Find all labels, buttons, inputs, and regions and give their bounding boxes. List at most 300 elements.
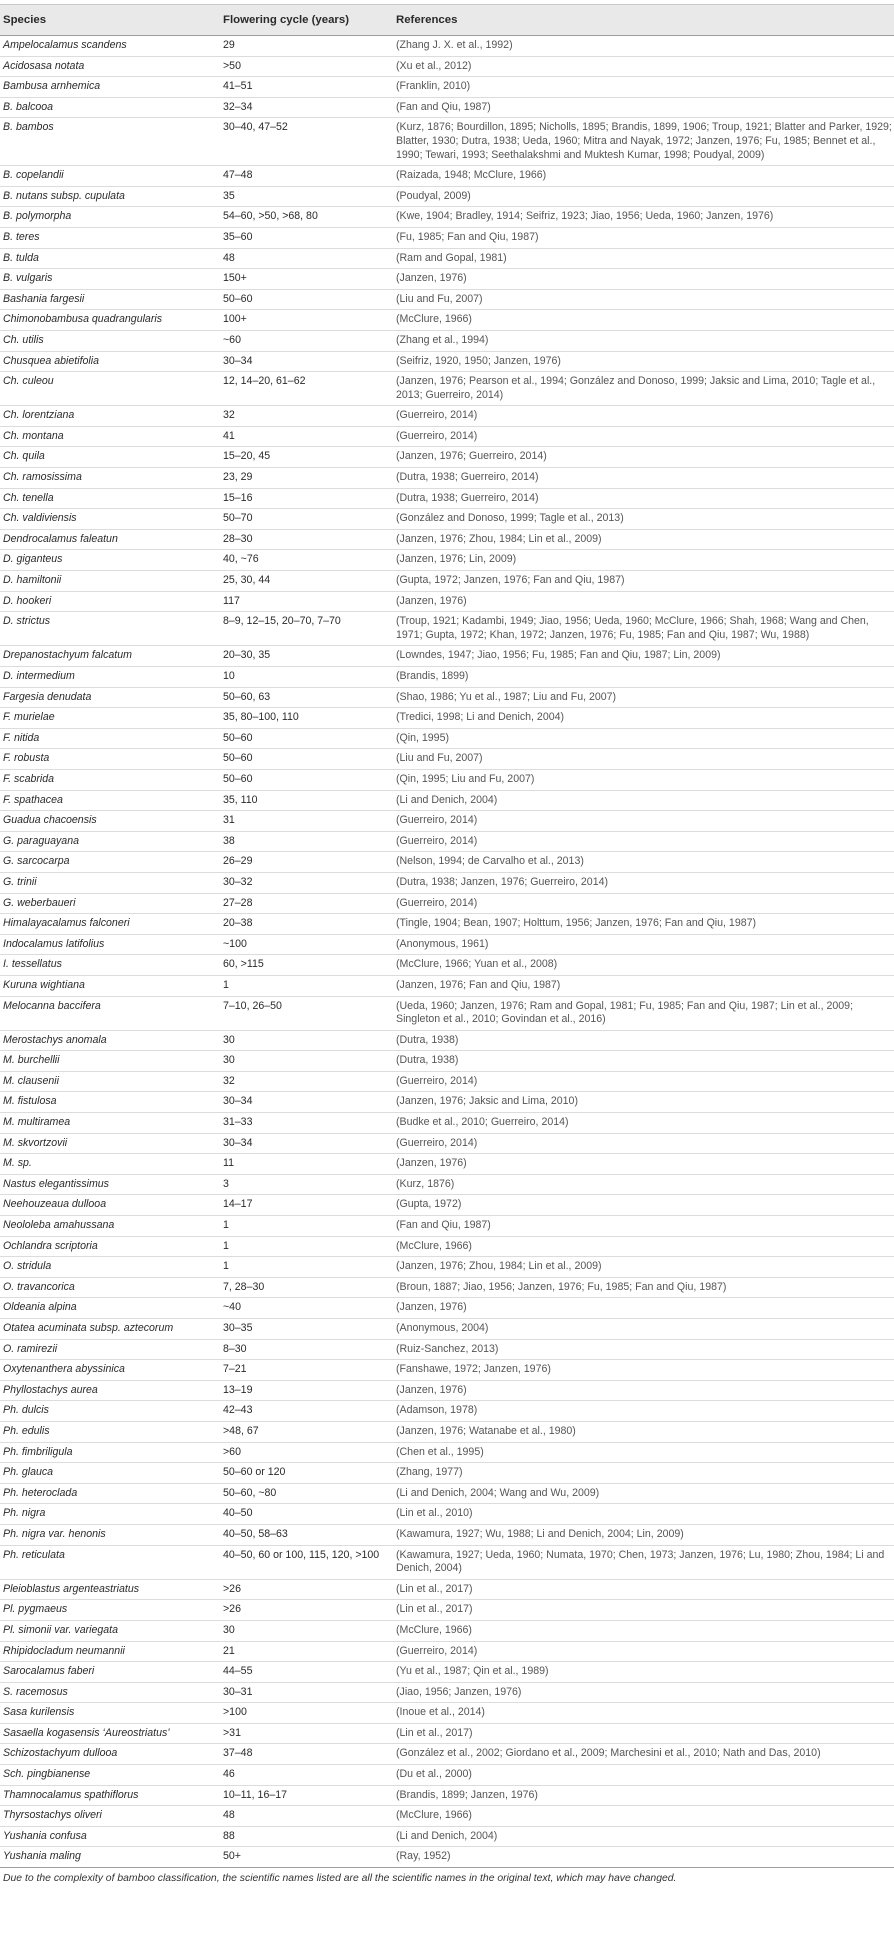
- table-row: [0, 118, 894, 166]
- table-row: [0, 831, 894, 852]
- references-cell: (Liu and Fu, 2007): [393, 749, 894, 770]
- species-cell: D. hookeri: [0, 591, 220, 612]
- flowering-cycle-cell: 150+: [220, 269, 393, 290]
- references-cell: (Li and Denich, 2004): [393, 1826, 894, 1847]
- table-row: [0, 996, 894, 1030]
- flowering-cycle-cell: 46: [220, 1765, 393, 1786]
- flowering-cycle-cell: 50–60 or 120: [220, 1463, 393, 1484]
- flowering-cycle-cell: 23, 29: [220, 468, 393, 489]
- table-row: [0, 646, 894, 667]
- references-cell: (Brandis, 1899; Janzen, 1976): [393, 1785, 894, 1806]
- table-row: [0, 372, 894, 406]
- references-cell: (Janzen, 1976; Lin, 2009): [393, 550, 894, 571]
- flowering-cycle-cell: ~100: [220, 934, 393, 955]
- references-cell: (Lin et al., 2017): [393, 1600, 894, 1621]
- table-row: [0, 1277, 894, 1298]
- table-row: [0, 1765, 894, 1786]
- flowering-cycle-cell: 27–28: [220, 893, 393, 914]
- table-row: [0, 728, 894, 749]
- species-cell: Sasa kurilensis: [0, 1703, 220, 1724]
- flowering-cycle-cell: 41–51: [220, 77, 393, 98]
- references-cell: (Ram and Gopal, 1981): [393, 248, 894, 269]
- references-cell: (Zhang J. X. et al., 1992): [393, 36, 894, 57]
- references-cell: (Janzen, 1976; Fan and Qiu, 1987): [393, 975, 894, 996]
- flowering-cycle-cell: >100: [220, 1703, 393, 1724]
- species-cell: D. intermedium: [0, 667, 220, 688]
- references-cell: (Ray, 1952): [393, 1847, 894, 1868]
- references-cell: (Ueda, 1960; Janzen, 1976; Ram and Gopal, 1981; Fu, 1985; Fan and Qiu, 1987; Lin et al., 2009; Singleton et al., 2010; Govindan et al., 2016): [393, 996, 894, 1030]
- references-cell: (Du et al., 2000): [393, 1765, 894, 1786]
- table-row: [0, 227, 894, 248]
- references-cell: (González et al., 2002; Giordano et al., 2009; Marchesini et al., 2010; Nath and Das, 2010): [393, 1744, 894, 1765]
- flowering-cycle-cell: 50–60, ~80: [220, 1483, 393, 1504]
- table-row: [0, 1847, 894, 1868]
- table-row: [0, 1174, 894, 1195]
- flowering-cycle-cell: 1: [220, 975, 393, 996]
- header-references: References: [393, 5, 894, 36]
- species-cell: Chimonobambusa quadrangularis: [0, 310, 220, 331]
- references-cell: (Jiao, 1956; Janzen, 1976): [393, 1682, 894, 1703]
- references-cell: (Li and Denich, 2004; Wang and Wu, 2009): [393, 1483, 894, 1504]
- flowering-cycle-cell: 50–60: [220, 289, 393, 310]
- table-row: [0, 1620, 894, 1641]
- species-cell: Ph. dulcis: [0, 1401, 220, 1422]
- flowering-cycle-cell: 37–48: [220, 1744, 393, 1765]
- references-cell: (Kwe, 1904; Bradley, 1914; Seifriz, 1923; Jiao, 1956; Ueda, 1960; Janzen, 1976): [393, 207, 894, 228]
- table-row: [0, 708, 894, 729]
- table-row: [0, 571, 894, 592]
- species-cell: F. robusta: [0, 749, 220, 770]
- references-cell: (Li and Denich, 2004): [393, 790, 894, 811]
- table-row: [0, 269, 894, 290]
- flowering-cycle-cell: 1: [220, 1216, 393, 1237]
- references-cell: (Fan and Qiu, 1987): [393, 97, 894, 118]
- references-cell: (Guerreiro, 2014): [393, 1641, 894, 1662]
- table-row: [0, 1504, 894, 1525]
- references-cell: (Ruiz-Sanchez, 2013): [393, 1339, 894, 1360]
- flowering-cycle-cell: >26: [220, 1600, 393, 1621]
- references-cell: (Inoue et al., 2014): [393, 1703, 894, 1724]
- header-row: [0, 5, 894, 36]
- table-row: [0, 56, 894, 77]
- flowering-cycle-cell: 32–34: [220, 97, 393, 118]
- table-row: [0, 97, 894, 118]
- references-cell: (Janzen, 1976): [393, 591, 894, 612]
- species-cell: Ph. edulis: [0, 1421, 220, 1442]
- flowering-cycle-cell: 30: [220, 1030, 393, 1051]
- flowering-cycle-cell: 14–17: [220, 1195, 393, 1216]
- species-cell: Bambusa arnhemica: [0, 77, 220, 98]
- table-footnote: Due to the complexity of bamboo classification, the scientific names listed are all the scientific names in the original text, which may have changed.: [3, 1873, 677, 1885]
- species-cell: Ch. valdiviensis: [0, 509, 220, 530]
- species-cell: M. burchellii: [0, 1051, 220, 1072]
- flowering-cycle-cell: 26–29: [220, 852, 393, 873]
- species-cell: B. balcooa: [0, 97, 220, 118]
- references-cell: (Tingle, 1904; Bean, 1907; Holttum, 1956; Janzen, 1976; Fan and Qiu, 1987): [393, 914, 894, 935]
- table-row: [0, 1360, 894, 1381]
- references-cell: (Janzen, 1976; Zhou, 1984; Lin et al., 2009): [393, 1257, 894, 1278]
- species-cell: Ch. utilis: [0, 330, 220, 351]
- references-cell: (Brandis, 1899): [393, 667, 894, 688]
- table-row: [0, 1195, 894, 1216]
- species-cell: Sarocalamus faberi: [0, 1662, 220, 1683]
- flowering-cycle-cell: 40–50, 58–63: [220, 1524, 393, 1545]
- flowering-cycle-cell: 42–43: [220, 1401, 393, 1422]
- flowering-cycle-cell: >26: [220, 1579, 393, 1600]
- references-cell: (Tredici, 1998; Li and Denich, 2004): [393, 708, 894, 729]
- species-cell: Ch. tenella: [0, 488, 220, 509]
- table-row: [0, 1463, 894, 1484]
- flowering-cycle-cell: 40–50: [220, 1504, 393, 1525]
- species-cell: I. tessellatus: [0, 955, 220, 976]
- table-row: [0, 1579, 894, 1600]
- flowering-cycle-cell: 11: [220, 1154, 393, 1175]
- table-row: [0, 488, 894, 509]
- flowering-cycle-cell: 40–50, 60 or 100, 115, 120, >100: [220, 1545, 393, 1579]
- references-cell: (Dutra, 1938): [393, 1030, 894, 1051]
- flowering-cycle-cell: 1: [220, 1257, 393, 1278]
- table-row: [0, 468, 894, 489]
- flowering-cycle-cell: 41: [220, 426, 393, 447]
- flowering-cycle-cell: 30–34: [220, 1092, 393, 1113]
- flowering-cycle-cell: >50: [220, 56, 393, 77]
- references-cell: (González and Donoso, 1999; Tagle et al., 2013): [393, 509, 894, 530]
- table-row: [0, 1545, 894, 1579]
- table-row: [0, 1600, 894, 1621]
- table-row: [0, 1401, 894, 1422]
- header-flowering-cycle: Flowering cycle (years): [220, 5, 393, 36]
- table-row: [0, 550, 894, 571]
- references-cell: (Nelson, 1994; de Carvalho et al., 2013): [393, 852, 894, 873]
- flowering-cycle-cell: 15–20, 45: [220, 447, 393, 468]
- flowering-cycle-cell: 30–35: [220, 1319, 393, 1340]
- references-cell: (McClure, 1966; Yuan et al., 2008): [393, 955, 894, 976]
- flowering-cycle-cell: 50–60: [220, 749, 393, 770]
- references-cell: (Franklin, 2010): [393, 77, 894, 98]
- references-cell: (Qin, 1995): [393, 728, 894, 749]
- flowering-cycle-cell: 3: [220, 1174, 393, 1195]
- species-cell: Dendrocalamus faleatun: [0, 529, 220, 550]
- references-cell: (Kurz, 1876): [393, 1174, 894, 1195]
- species-cell: M. clausenii: [0, 1071, 220, 1092]
- references-cell: (Janzen, 1976): [393, 1380, 894, 1401]
- references-cell: (McClure, 1966): [393, 310, 894, 331]
- species-cell: Indocalamus latifolius: [0, 934, 220, 955]
- table-row: [0, 1216, 894, 1237]
- flowering-cycle-cell: 7–10, 26–50: [220, 996, 393, 1030]
- table-row: [0, 426, 894, 447]
- table-row: [0, 934, 894, 955]
- flowering-cycle-cell: 50–70: [220, 509, 393, 530]
- references-cell: (Xu et al., 2012): [393, 56, 894, 77]
- flowering-cycle-cell: 100+: [220, 310, 393, 331]
- table-row: [0, 1133, 894, 1154]
- flowering-cycle-cell: 35, 110: [220, 790, 393, 811]
- species-cell: M. fistulosa: [0, 1092, 220, 1113]
- references-cell: (Broun, 1887; Jiao, 1956; Janzen, 1976; Fu, 1985; Fan and Qiu, 1987): [393, 1277, 894, 1298]
- references-cell: (Lin et al., 2010): [393, 1504, 894, 1525]
- species-cell: Guadua chacoensis: [0, 811, 220, 832]
- references-cell: (Seifriz, 1920, 1950; Janzen, 1976): [393, 351, 894, 372]
- flowering-cycle-cell: ~40: [220, 1298, 393, 1319]
- table-row: [0, 77, 894, 98]
- flowering-cycle-cell: 7–21: [220, 1360, 393, 1381]
- table-row: [0, 207, 894, 228]
- references-cell: (Guerreiro, 2014): [393, 811, 894, 832]
- table-body: [0, 36, 894, 1868]
- references-cell: (Shao, 1986; Yu et al., 1987; Liu and Fu, 2007): [393, 687, 894, 708]
- flowering-cycle-cell: 60, >115: [220, 955, 393, 976]
- species-cell: B. bambos: [0, 118, 220, 166]
- references-cell: (Zhang et al., 1994): [393, 330, 894, 351]
- flowering-cycle-cell: 48: [220, 248, 393, 269]
- species-cell: Pleioblastus argenteastriatus: [0, 1579, 220, 1600]
- flowering-cycle-cell: 30–34: [220, 351, 393, 372]
- flowering-cycle-cell: 35: [220, 186, 393, 207]
- references-cell: (Gupta, 1972; Janzen, 1976; Fan and Qiu, 1987): [393, 571, 894, 592]
- species-cell: Ph. reticulata: [0, 1545, 220, 1579]
- species-cell: Otatea acuminata subsp. aztecorum: [0, 1319, 220, 1340]
- table-row: [0, 1744, 894, 1765]
- table-row: [0, 852, 894, 873]
- species-cell: B. nutans subsp. cupulata: [0, 186, 220, 207]
- table-row: [0, 1113, 894, 1134]
- table-row: [0, 351, 894, 372]
- references-cell: (Chen et al., 1995): [393, 1442, 894, 1463]
- flowering-cycle-cell: >48, 67: [220, 1421, 393, 1442]
- table-row: [0, 914, 894, 935]
- references-cell: (Zhang, 1977): [393, 1463, 894, 1484]
- species-cell: F. murielae: [0, 708, 220, 729]
- references-cell: (Fu, 1985; Fan and Qiu, 1987): [393, 227, 894, 248]
- species-cell: Drepanostachyum falcatum: [0, 646, 220, 667]
- species-cell: Pl. simonii var. variegata: [0, 1620, 220, 1641]
- flowering-cycle-cell: 8–30: [220, 1339, 393, 1360]
- references-cell: (McClure, 1966): [393, 1620, 894, 1641]
- table-row: [0, 769, 894, 790]
- references-cell: (Janzen, 1976; Watanabe et al., 1980): [393, 1421, 894, 1442]
- table-row: [0, 1483, 894, 1504]
- flowering-cycle-cell: 47–48: [220, 166, 393, 187]
- references-cell: (Gupta, 1972): [393, 1195, 894, 1216]
- flowering-cycle-cell: 10: [220, 667, 393, 688]
- species-cell: B. tulda: [0, 248, 220, 269]
- references-cell: (Janzen, 1976): [393, 1154, 894, 1175]
- species-cell: Bashania fargesii: [0, 289, 220, 310]
- flowering-cycle-cell: 35, 80–100, 110: [220, 708, 393, 729]
- references-cell: (Lowndes, 1947; Jiao, 1956; Fu, 1985; Fan and Qiu, 1987; Lin, 2009): [393, 646, 894, 667]
- flowering-cycle-cell: 28–30: [220, 529, 393, 550]
- species-cell: Fargesia denudata: [0, 687, 220, 708]
- references-cell: (Liu and Fu, 2007): [393, 289, 894, 310]
- flowering-cycle-cell: 21: [220, 1641, 393, 1662]
- flowering-cycle-cell: 13–19: [220, 1380, 393, 1401]
- flowering-cycle-cell: 35–60: [220, 227, 393, 248]
- table-row: [0, 955, 894, 976]
- table-row: [0, 1421, 894, 1442]
- table-row: [0, 1703, 894, 1724]
- table-row: [0, 1785, 894, 1806]
- species-cell: O. travancorica: [0, 1277, 220, 1298]
- table-row: [0, 1723, 894, 1744]
- species-cell: B. polymorpha: [0, 207, 220, 228]
- species-cell: B. copelandii: [0, 166, 220, 187]
- flowering-cycle-cell: 25, 30, 44: [220, 571, 393, 592]
- table-row: [0, 1257, 894, 1278]
- references-cell: (Kurz, 1876; Bourdillon, 1895; Nicholls, 1895; Brandis, 1899, 1906; Troup, 1921; Blatter and Parker, 1929; Blatter, 1930; Dutra, 1938; Ueda, 1960; Mitra and Nayak, 1972; Janzen, 1976; Fu, 1985; Bennet et al., 1990; Tewari, 1993; Seethalakshmi and Muktesh Kumar, 1998; Poudyal, 2009): [393, 118, 894, 166]
- references-cell: (Dutra, 1938; Guerreiro, 2014): [393, 488, 894, 509]
- table-row: [0, 893, 894, 914]
- table-row: [0, 1071, 894, 1092]
- species-cell: D. strictus: [0, 612, 220, 646]
- table-row: [0, 509, 894, 530]
- species-cell: Ch. culeou: [0, 372, 220, 406]
- table-row: [0, 289, 894, 310]
- table-row: [0, 612, 894, 646]
- references-cell: (Guerreiro, 2014): [393, 1133, 894, 1154]
- table-row: [0, 36, 894, 57]
- table-row: [0, 667, 894, 688]
- references-cell: (Janzen, 1976; Guerreiro, 2014): [393, 447, 894, 468]
- references-cell: (Adamson, 1978): [393, 1401, 894, 1422]
- species-cell: G. paraguayana: [0, 831, 220, 852]
- references-cell: (Lin et al., 2017): [393, 1579, 894, 1600]
- flowering-cycle-cell: >31: [220, 1723, 393, 1744]
- species-cell: Sasaella kogasensis ‘Aureostriatus’: [0, 1723, 220, 1744]
- species-cell: Nastus elegantissimus: [0, 1174, 220, 1195]
- references-cell: (McClure, 1966): [393, 1806, 894, 1827]
- flowering-cycle-cell: 31–33: [220, 1113, 393, 1134]
- references-cell: (Dutra, 1938; Janzen, 1976; Guerreiro, 2014): [393, 872, 894, 893]
- flowering-cycle-cell: 32: [220, 406, 393, 427]
- flowering-cycle-cell: 54–60, >50, >68, 80: [220, 207, 393, 228]
- flowering-cycle-cell: 50+: [220, 1847, 393, 1868]
- flowering-cycle-table: [0, 4, 894, 1868]
- species-cell: Oldeania alpina: [0, 1298, 220, 1319]
- flowering-cycle-cell: 30: [220, 1051, 393, 1072]
- flowering-cycle-cell: 20–38: [220, 914, 393, 935]
- flowering-cycle-cell: 32: [220, 1071, 393, 1092]
- species-cell: Pl. pygmaeus: [0, 1600, 220, 1621]
- species-cell: F. nitida: [0, 728, 220, 749]
- flowering-cycle-cell: 30–31: [220, 1682, 393, 1703]
- species-cell: D. giganteus: [0, 550, 220, 571]
- species-cell: F. scabrida: [0, 769, 220, 790]
- references-cell: (Kawamura, 1927; Ueda, 1960; Numata, 1970; Chen, 1973; Janzen, 1976; Lu, 1980; Zhou, 1984; Li and Denich, 2004): [393, 1545, 894, 1579]
- species-cell: F. spathacea: [0, 790, 220, 811]
- table-row: [0, 1662, 894, 1683]
- species-cell: Chusquea abietifolia: [0, 351, 220, 372]
- table-row: [0, 1030, 894, 1051]
- flowering-cycle-cell: 20–30, 35: [220, 646, 393, 667]
- flowering-cycle-cell: 29: [220, 36, 393, 57]
- species-cell: B. teres: [0, 227, 220, 248]
- references-cell: (Fan and Qiu, 1987): [393, 1216, 894, 1237]
- flowering-cycle-cell: 50–60, 63: [220, 687, 393, 708]
- species-cell: Ch. ramosissima: [0, 468, 220, 489]
- species-cell: Schizostachyum dullooa: [0, 1744, 220, 1765]
- flowering-cycle-cell: 38: [220, 831, 393, 852]
- flowering-cycle-cell: 15–16: [220, 488, 393, 509]
- table-row: [0, 1826, 894, 1847]
- references-cell: (Anonymous, 2004): [393, 1319, 894, 1340]
- references-cell: (Guerreiro, 2014): [393, 893, 894, 914]
- species-cell: Neololeba amahussana: [0, 1216, 220, 1237]
- references-cell: (Budke et al., 2010; Guerreiro, 2014): [393, 1113, 894, 1134]
- species-cell: Yushania confusa: [0, 1826, 220, 1847]
- table-row: [0, 1682, 894, 1703]
- table-row: [0, 529, 894, 550]
- references-cell: (Yu et al., 1987; Qin et al., 1989): [393, 1662, 894, 1683]
- table-row: [0, 749, 894, 770]
- species-cell: Ch. montana: [0, 426, 220, 447]
- flowering-cycle-cell: 117: [220, 591, 393, 612]
- species-cell: S. racemosus: [0, 1682, 220, 1703]
- references-cell: (Dutra, 1938): [393, 1051, 894, 1072]
- species-cell: M. multiramea: [0, 1113, 220, 1134]
- species-cell: Ph. nigra var. henonis: [0, 1524, 220, 1545]
- references-cell: (Raizada, 1948; McClure, 1966): [393, 166, 894, 187]
- species-cell: Melocanna baccifera: [0, 996, 220, 1030]
- species-cell: Neehouzeaua dullooa: [0, 1195, 220, 1216]
- table-row: [0, 1380, 894, 1401]
- table-row: [0, 1319, 894, 1340]
- flowering-cycle-cell: 10–11, 16–17: [220, 1785, 393, 1806]
- species-cell: Ph. nigra: [0, 1504, 220, 1525]
- references-cell: (Dutra, 1938; Guerreiro, 2014): [393, 468, 894, 489]
- species-cell: Himalayacalamus falconeri: [0, 914, 220, 935]
- species-cell: Ch. lorentziana: [0, 406, 220, 427]
- references-cell: (Lin et al., 2017): [393, 1723, 894, 1744]
- species-cell: Acidosasa notata: [0, 56, 220, 77]
- species-cell: Ph. fimbriligula: [0, 1442, 220, 1463]
- species-cell: Ampelocalamus scandens: [0, 36, 220, 57]
- table-row: [0, 811, 894, 832]
- table-row: [0, 1236, 894, 1257]
- flowering-cycle-cell: 50–60: [220, 728, 393, 749]
- table-row: [0, 1092, 894, 1113]
- flowering-cycle-cell: 50–60: [220, 769, 393, 790]
- references-cell: (Fanshawe, 1972; Janzen, 1976): [393, 1360, 894, 1381]
- table-row: [0, 1641, 894, 1662]
- references-cell: (Guerreiro, 2014): [393, 406, 894, 427]
- table-row: [0, 310, 894, 331]
- flowering-cycle-cell: 31: [220, 811, 393, 832]
- species-cell: Yushania maling: [0, 1847, 220, 1868]
- table-row: [0, 872, 894, 893]
- references-cell: (Janzen, 1976; Pearson et al., 1994; González and Donoso, 1999; Jaksic and Lima, 2010; Tagle et al., 2013; Guerreiro, 2014): [393, 372, 894, 406]
- references-cell: (Janzen, 1976): [393, 269, 894, 290]
- table-row: [0, 1298, 894, 1319]
- table-row: [0, 687, 894, 708]
- species-cell: Thamnocalamus spathiflorus: [0, 1785, 220, 1806]
- flowering-cycle-cell: 88: [220, 1826, 393, 1847]
- species-cell: O. stridula: [0, 1257, 220, 1278]
- table-row: [0, 166, 894, 187]
- species-cell: G. trinii: [0, 872, 220, 893]
- flowering-cycle-cell: >60: [220, 1442, 393, 1463]
- flowering-cycle-cell: 8–9, 12–15, 20–70, 7–70: [220, 612, 393, 646]
- species-cell: G. sarcocarpa: [0, 852, 220, 873]
- table-row: [0, 1339, 894, 1360]
- references-cell: (Troup, 1921; Kadambi, 1949; Jiao, 1956; Ueda, 1960; McClure, 1966; Shah, 1968; Wang and Chen, 1971; Gupta, 1972; Khan, 1972; Janzen, 1976; Fu, 1985; Fan and Qiu, 1987; Wu, 1988): [393, 612, 894, 646]
- table-row: [0, 330, 894, 351]
- species-cell: Ph. heteroclada: [0, 1483, 220, 1504]
- references-cell: (Guerreiro, 2014): [393, 1071, 894, 1092]
- references-cell: (McClure, 1966): [393, 1236, 894, 1257]
- table-row: [0, 1806, 894, 1827]
- references-cell: (Janzen, 1976): [393, 1298, 894, 1319]
